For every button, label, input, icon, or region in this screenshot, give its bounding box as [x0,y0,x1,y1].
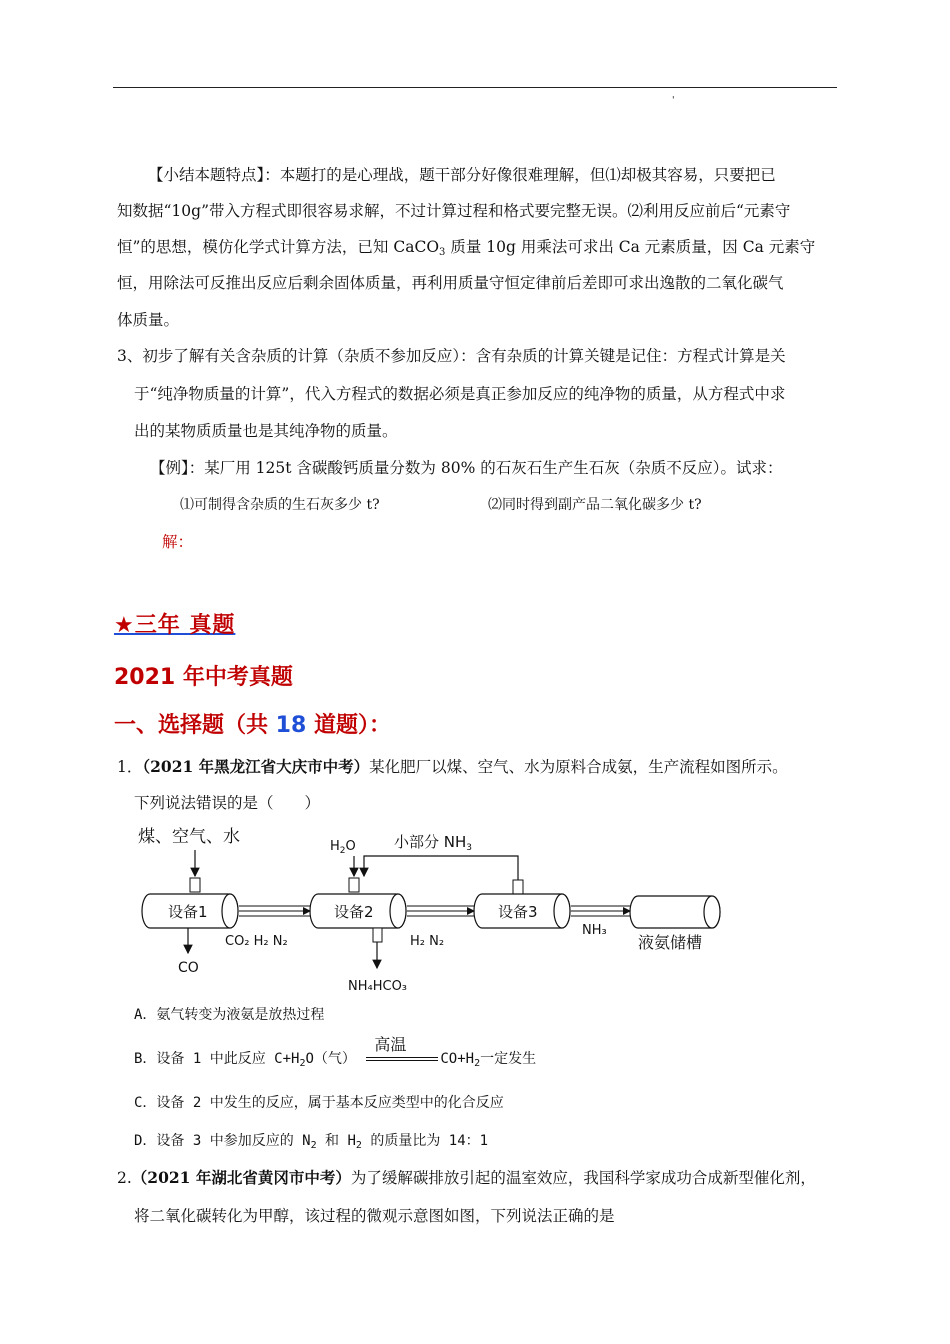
header-mark: ' [672,96,675,106]
device2-outlet [373,928,382,942]
svg-text:设备2: 设备2 [334,903,374,921]
point3-line-1: 3、初步了解有关含杂质的计算（杂质不参加反应）：含有杂质的计算关键是记住：方程式计算是关 [117,347,786,365]
summary-line-3: 恒”的思想，模仿化学式计算方法，已知 CaCO$_3$ 质量 10g 用乘法可求出 Ca 元素质量，因 Ca 元素守 [117,238,816,258]
q1-stem2: 下列说法错误的是（ ） [134,794,321,812]
option-b: B．设备 1 中此反应 $C+H_2O$（气） 高温 $CO+H_2$一定发生 [134,1035,537,1069]
mc-section-title: 一、选择题（共 18 道题）： [114,713,391,738]
option-c: C．设备 2 中发生的反应，属于基本反应类型中的化合反应 [134,1095,504,1111]
q1-line: 1．（2021 年黑龙江省大庆市中考）某化肥厂以煤、空气、水为原料合成氨，生产流程如图所示。 [117,757,788,776]
flow-arrows-2-3 [407,906,474,916]
q2-stem2: 将二氧化碳转化为甲醇，该过程的微观示意图如图，下列说法正确的是 [134,1207,615,1225]
liquid-ammonia-tank [630,896,720,928]
byproduct-label: NH₄HCO₃ [348,979,408,994]
device1-inlet [190,878,200,892]
section-title: ★三年 真题 [114,613,236,638]
production-flow-diagram [130,820,730,1000]
summary-line-4: 恒，用除法可反推出反应后剩余固体质量，再利用质量守恒定律前后差即可求出逸散的二氧化碳气 [117,274,784,292]
q2-source: （2021 年湖北省黄冈市中考） [131,1168,351,1187]
h2o-label: $H_2O$ [330,839,356,856]
co-label: CO [178,960,199,976]
svg-text:设备1: 设备1 [168,903,208,921]
summary-line-2: 知数据“10g”带入方程式即很容易求解，不过计算过程和格式要完整无误。⑵利用反应前后“元素守 [117,202,791,220]
example-q1: ⑴可制得含杂质的生石灰多少 t? [180,497,380,513]
q2-line: 2.（2021 年湖北省黄冈市中考）为了缓解碳排放引起的温室效应，我国科学家成功合成新型催化剂， [117,1168,816,1187]
flow-arrows-3-tank [571,906,630,916]
option-d: D．设备 3 中参加反应的 $N_2$ 和 $H_2$ 的质量比为 14：1 [134,1133,489,1151]
flow3-label: NH₃ [582,923,607,938]
svg-text:设备3: 设备3 [498,903,538,921]
flow1-label: CO₂ H₂ N₂ [225,934,288,949]
option-a: A．氨气转变为液氨是放热过程 [134,1007,325,1023]
tank-label: 液氨储槽 [638,933,703,952]
header-rule [113,87,837,88]
example-q2: ⑵同时得到副产品二氧化碳多少 t? [488,497,702,513]
summary-line-5: 体质量。 [117,311,180,329]
summary-line-1: 【小结本题特点】：本题打的是心理战，题干部分好像很难理解，但⑴却极其容易，只要把已 [148,166,776,184]
point3-line-3: 出的某物质质量也是其纯净物的质量。 [134,422,398,440]
device2-inlet [349,878,359,892]
flow-arrows-1-2 [239,906,310,916]
inputs-label: 煤、空气、水 [138,827,240,847]
reaction-condition: 高温 [366,1057,438,1061]
q1-source: （2021 年黑龙江省大庆市中考） [142,757,370,776]
recycle-line [364,856,518,880]
example-text: 【例】：某厂用 125t 含碳酸钙质量分数为 80% 的石灰石生产生石灰（杂质不反应）。试求： [150,459,783,477]
device-2 [310,894,406,928]
device-3 [474,894,570,928]
flow2-label: H₂ N₂ [410,934,445,949]
year-title: 2021 年中考真题 [114,665,293,690]
recycle-label: 小部分 $NH_3$ [394,833,473,853]
example-answer-label: 解： [162,533,194,551]
device-1 [142,894,238,928]
device3-inlet [513,880,523,894]
point3-line-2: 于“纯净物质量的计算”，代入方程式的数据必须是真正参加反应的纯净物的质量，从方程式中求 [134,385,786,403]
